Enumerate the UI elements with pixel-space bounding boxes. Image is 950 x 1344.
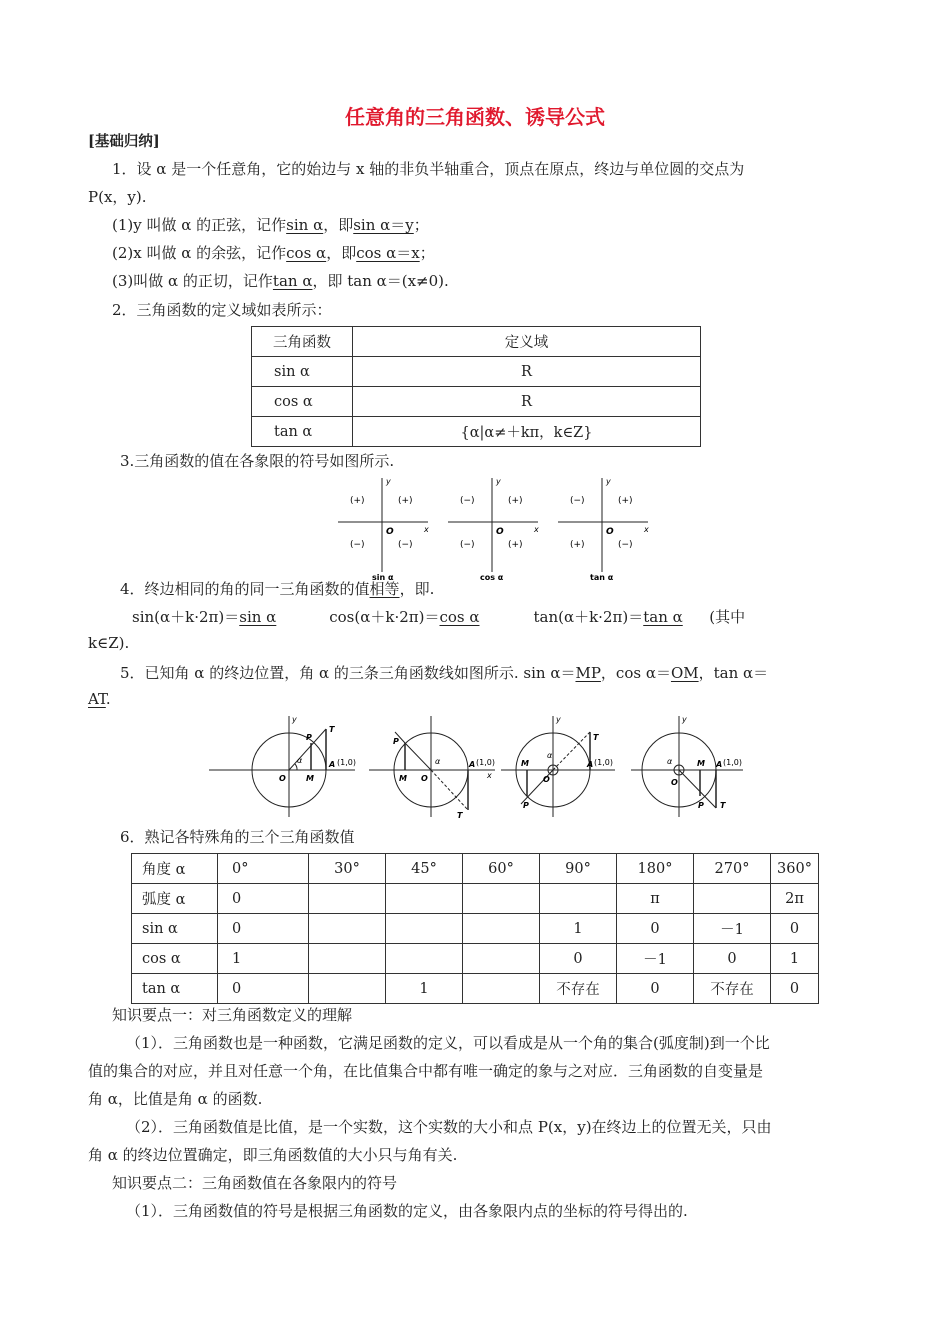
blank-tan: tan α [643, 608, 683, 626]
text: ，cos α＝ [600, 664, 671, 682]
quadrant-1-sign: (+) [618, 496, 633, 506]
table-cell: sin α [132, 914, 218, 944]
quadrant-3-sign: (−) [350, 540, 365, 550]
table-cell [463, 914, 540, 944]
unit-circle-q3 [501, 715, 615, 817]
t-label: T [457, 811, 463, 820]
text: (1)y 叫做 α 的正弦，记作 [112, 216, 287, 234]
unit-circle-diagrams [205, 712, 745, 820]
table-cell: 0 [694, 944, 771, 974]
table-cell: －1 [617, 944, 694, 974]
table-cell: cos α [252, 387, 353, 417]
table-row [252, 327, 701, 357]
origin-label: O [671, 778, 678, 787]
text: (2)x 叫做 α 的余弦，记作 [112, 244, 287, 262]
k1-para1-line3: 角 α，比值是角 α 的函数. [88, 1090, 263, 1108]
table-cell [309, 914, 386, 944]
table-cell: 0 [771, 914, 819, 944]
table-cell: 1 [771, 944, 819, 974]
y-label: y [292, 715, 297, 724]
table-cell: sin α [252, 357, 353, 387]
text: ，即 [326, 244, 357, 262]
table-row [132, 854, 819, 884]
p5-text-end [88, 690, 860, 708]
m-label: M [697, 759, 705, 768]
text: 5．已知角 α 的终边位置，角 α 的三条三角函数线如图所示. sin α＝ [120, 664, 576, 682]
table-header: 定义域 [353, 327, 701, 357]
table-cell [386, 914, 463, 944]
quadrant-2-sign: (−) [460, 496, 475, 506]
k1-heading: 知识要点一：对三角函数定义的理解 [112, 1006, 353, 1024]
table-cell [386, 884, 463, 914]
quadrant-2-sign: (−) [570, 496, 585, 506]
p4-formulas [132, 606, 862, 627]
p-label: P [306, 733, 312, 742]
a-label: A [329, 760, 336, 769]
table-cell: 不存在 [694, 974, 771, 1004]
table-row [252, 417, 701, 447]
figure-caption: tan α [590, 573, 614, 582]
y-label: y [556, 715, 561, 724]
blank-mp: MP [575, 664, 601, 682]
quadrant-4-sign: (−) [618, 540, 633, 550]
k1-para2-line1: （2）．三角函数值是比值，是一个实数，这个实数的大小和点 P(x，y)在终边上的位置无关，只由 [126, 1118, 772, 1136]
a-coord: (1,0) [337, 758, 356, 767]
sign-figure-sin [338, 477, 429, 582]
quadrant-3-sign: (−) [460, 540, 475, 550]
table-row [132, 914, 819, 944]
table-cell [309, 944, 386, 974]
terminal-side [405, 743, 431, 770]
m-label: M [521, 759, 529, 768]
table-header: 90° [540, 854, 617, 884]
origin-label: O [421, 774, 428, 783]
origin-label: O [279, 774, 286, 783]
blank-om: OM [670, 664, 699, 682]
origin-label: O [496, 527, 504, 537]
text: ，即 [323, 216, 354, 234]
text: (3)叫做 α 的正切，记作 [112, 272, 273, 290]
table-cell: 0 [771, 974, 819, 1004]
blank-at: AT [88, 690, 106, 708]
m-label: M [399, 774, 407, 783]
quadrant-4-sign: (+) [508, 540, 523, 550]
origin-label: O [606, 527, 614, 537]
p2-text: 2．三角函数的定义域如表所示： [112, 301, 332, 319]
p1-line2: P(x，y). [88, 188, 147, 206]
table-header: 30° [309, 854, 386, 884]
p4-formulas-end: k∈Z). [88, 634, 130, 652]
blank-tan: tan α [272, 272, 313, 290]
table-cell: 0 [218, 914, 309, 944]
k1-para1-line1: （1）．三角函数也是一种函数，它满足函数的定义，可以看成是从一个角的集合(弧度制)到一个比 [126, 1034, 770, 1052]
y-label: y [496, 477, 501, 486]
t-label: T [720, 801, 726, 810]
unit-circle-q1 [209, 715, 356, 817]
blank-cos-eq: cos α＝x [356, 244, 420, 262]
table-cell [309, 884, 386, 914]
table-cell [386, 944, 463, 974]
special-values-table [131, 853, 819, 1004]
k2-heading: 知识要点二：三角函数值在各象限内的符号 [112, 1174, 398, 1192]
blank-cos: cos α [286, 244, 327, 262]
figure-caption: sin α [372, 573, 394, 582]
text: ，即 tan α＝(x≠0). [312, 272, 449, 290]
p4-text [120, 578, 892, 599]
table-cell: 1 [540, 914, 617, 944]
table-cell: π [617, 884, 694, 914]
m-label: M [306, 774, 314, 783]
p6-text: 6．熟记各特殊角的三个三角函数值 [120, 828, 355, 846]
text: ，tan α＝ [698, 664, 769, 682]
y-label: y [386, 477, 391, 486]
table-cell: 0 [218, 974, 309, 1004]
table-header: 270° [694, 854, 771, 884]
p1-line1: 1．设 α 是一个任意角，它的始边与 x 轴的非负半轴重合，顶点在原点，终边与单位圆的交点为 [112, 160, 745, 178]
quadrant-1-sign: (+) [508, 496, 523, 506]
table-row [252, 387, 701, 417]
formula: sin(α＋k·2π)＝ [132, 608, 240, 626]
table-cell [694, 884, 771, 914]
table-header: 180° [617, 854, 694, 884]
quadrant-3-sign: (+) [570, 540, 585, 550]
sign-figure-tan [558, 477, 649, 582]
x-label: x [534, 525, 539, 534]
table-cell: 0 [617, 974, 694, 1004]
y-label: y [606, 477, 611, 486]
p-label: P [393, 737, 399, 746]
alpha-label: α [667, 757, 673, 766]
table-row [132, 974, 819, 1004]
table-header: 0° [218, 854, 309, 884]
table-cell: tan α [252, 417, 353, 447]
k1-para2-line2: 角 α 的终边位置确定，即三角函数值的大小只与角有关. [88, 1146, 458, 1164]
a-label: A [587, 760, 594, 769]
a-coord: (1,0) [594, 758, 613, 767]
text: ，即. [399, 580, 435, 598]
y-label: y [682, 715, 687, 724]
origin-label: O [543, 775, 550, 784]
p5-text [120, 662, 862, 683]
a-coord: (1,0) [476, 758, 495, 767]
blank-equal: 相等 [369, 580, 400, 598]
sign-diagrams [330, 472, 660, 584]
text: 4．终边相同的角的同一三角函数的值 [120, 580, 370, 598]
table-cell [463, 974, 540, 1004]
table-cell [463, 884, 540, 914]
a-label: A [716, 760, 723, 769]
table-cell: cos α [132, 944, 218, 974]
quadrant-2-sign: (+) [350, 496, 365, 506]
figure-caption: cos α [480, 573, 504, 582]
table-cell: 0 [540, 944, 617, 974]
text: . [105, 690, 111, 708]
domain-table [251, 326, 701, 447]
table-row [132, 944, 819, 974]
x-label: x [644, 525, 649, 534]
table-cell: 0 [617, 914, 694, 944]
p-label: P [698, 801, 704, 810]
table-row [252, 357, 701, 387]
text: ； [413, 216, 429, 234]
table-cell: {α|α≠＋kπ，k∈Z} [353, 417, 701, 447]
blank-sin: sin α [239, 608, 277, 626]
p3-text: 3.三角函数的值在各象限的符号如图所示. [120, 452, 395, 470]
table-header: 60° [463, 854, 540, 884]
table-header: 45° [386, 854, 463, 884]
alpha-label: α [435, 757, 441, 766]
table-cell: R [353, 357, 701, 387]
t-label: T [593, 733, 599, 742]
a-coord: (1,0) [723, 758, 742, 767]
p1-sin-def [112, 214, 884, 235]
unit-circle-q2 [369, 716, 495, 820]
x-label: x [487, 771, 492, 780]
t-label: T [329, 725, 335, 734]
p1-cos-def [112, 242, 884, 263]
unit-circle-q4 [631, 715, 743, 817]
blank-sin-eq: sin α＝y [353, 216, 414, 234]
table-header: 角度 α [132, 854, 218, 884]
k1-para1-line2: 值的集合的对应，并且对任意一个角，在比值集合中都有唯一确定的象与之对应．三角函数的自变量是 [88, 1062, 764, 1080]
table-header: 三角函数 [252, 327, 353, 357]
table-cell: R [353, 387, 701, 417]
blank-sin: sin α [286, 216, 324, 234]
p-label: P [523, 801, 529, 810]
quadrant-4-sign: (−) [398, 540, 413, 550]
formula: tan(α＋k·2π)＝ [533, 608, 644, 626]
formula: cos(α＋k·2π)＝ [329, 608, 440, 626]
table-cell: 不存在 [540, 974, 617, 1004]
page-title: 任意角的三角函数、诱导公式 [345, 105, 605, 129]
table-cell [463, 944, 540, 974]
text: ； [419, 244, 435, 262]
blank-cos: cos α [439, 608, 480, 626]
x-label: x [424, 525, 429, 534]
k2-para1: （1）．三角函数值的符号是根据三角函数的定义，由各象限内点的坐标的符号得出的. [126, 1202, 688, 1220]
text: (其中 [709, 608, 746, 626]
origin-label: O [386, 527, 394, 537]
table-header: 360° [771, 854, 819, 884]
table-cell [309, 974, 386, 1004]
table-cell: 0 [218, 884, 309, 914]
alpha-label: α [297, 756, 303, 765]
a-label: A [469, 760, 476, 769]
quadrant-1-sign: (+) [398, 496, 413, 506]
table-cell: －1 [694, 914, 771, 944]
table-cell: 1 [218, 944, 309, 974]
sign-figure-cos [448, 477, 539, 582]
alpha-label: α [547, 751, 553, 760]
table-cell: 2π [771, 884, 819, 914]
section-heading: [基础归纳] [88, 133, 160, 150]
table-row [132, 884, 819, 914]
table-cell: 弧度 α [132, 884, 218, 914]
table-cell [540, 884, 617, 914]
table-cell: 1 [386, 974, 463, 1004]
p1-tan-def [112, 270, 884, 291]
table-cell: tan α [132, 974, 218, 1004]
